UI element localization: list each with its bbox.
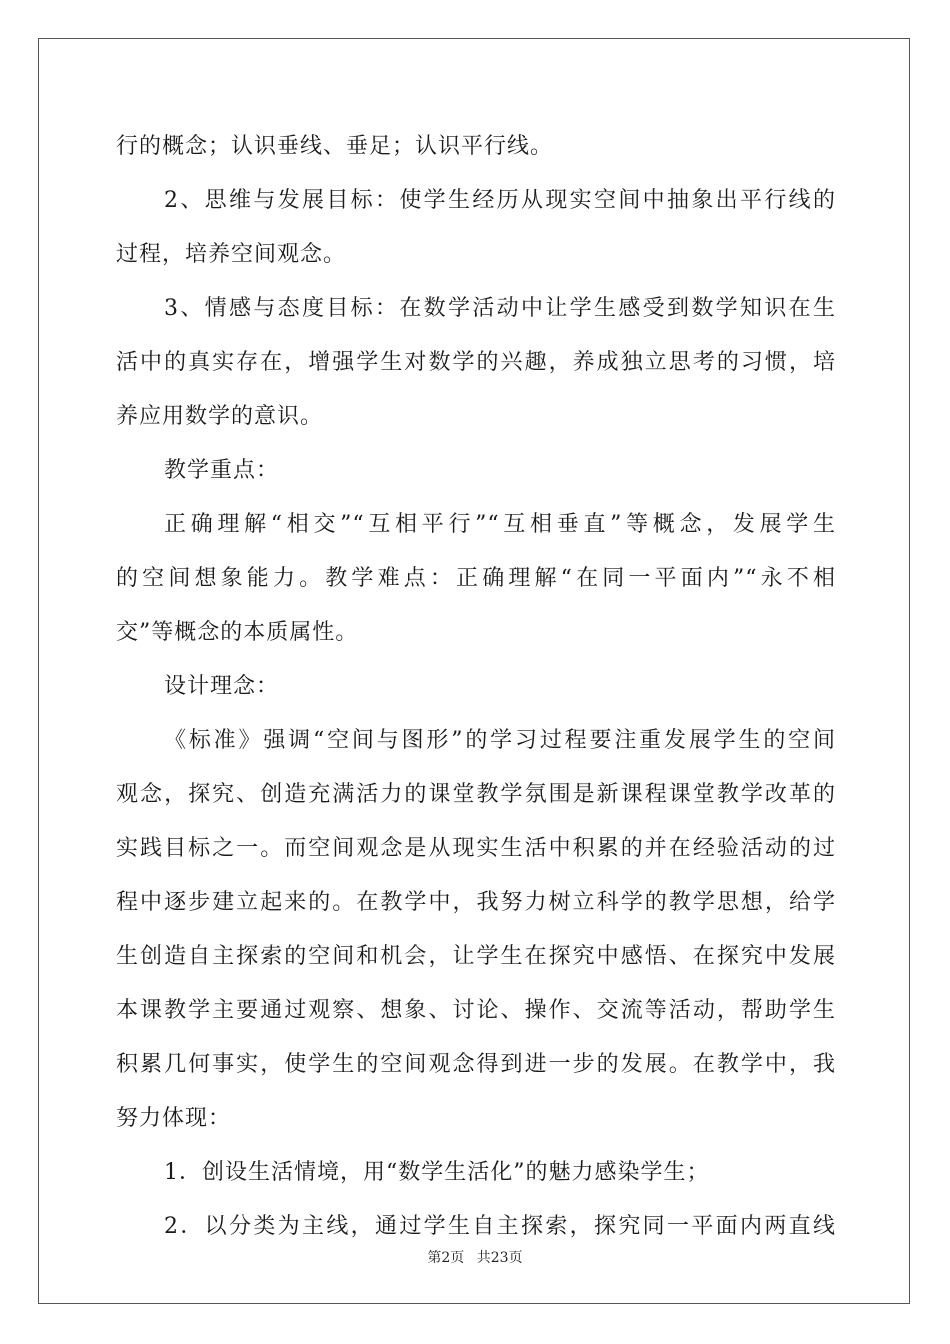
page-number: 第2页	[427, 1250, 465, 1266]
text-line: 努力体现：	[116, 1106, 232, 1131]
text-line: 本课教学主要通过观察、想象、讨论、操作、交流等活动，帮助学生	[116, 998, 836, 1023]
text-line: 《标准》强调“空间与图形”的学习过程要注重发展学生的空间	[164, 728, 836, 753]
text-line: 行的概念；认识垂线、垂足；认识平行线。	[116, 134, 554, 159]
text-line: 过程，培养空间观念。	[116, 242, 347, 267]
text-line: 1．创设生活情境，用“数学生活化”的魅力感染学生；	[164, 1160, 710, 1185]
document-body	[116, 120, 836, 1254]
text-line: 实践目标之一。而空间观念是从现实生活中积累的并在经验活动的过	[116, 836, 836, 861]
text-line: 观念，探究、创造充满活力的课堂教学氛围是新课程课堂教学改革的	[116, 782, 836, 807]
text-line: 活中的真实存在，增强学生对数学的兴趣，养成独立思考的习惯，培	[116, 350, 836, 375]
text-line: 2、思维与发展目标：使学生经历从现实空间中抽象出平行线的	[164, 188, 836, 213]
text-line: 的空间想象能力。教学难点：正确理解“在同一平面内”“永不相	[116, 566, 836, 591]
text-line: 养应用数学的意识。	[116, 404, 324, 429]
text-line: 3、情感与态度目标：在数学活动中让学生感受到数学知识在生	[164, 296, 836, 321]
text-line: 2．以分类为主线，通过学生自主探索，探究同一平面内两直线	[164, 1214, 836, 1239]
text-line: 教学重点：	[164, 458, 280, 483]
text-line: 积累几何事实，使学生的空间观念得到进一步的发展。在教学中，我	[116, 1052, 836, 1077]
page-total: 共23页	[476, 1250, 523, 1266]
text-line: 正确理解“相交”“互相平行”“互相垂直”等概念，发展学生	[164, 512, 836, 537]
text-line: 交”等概念的本质属性。	[116, 620, 359, 645]
text-line: 设计理念：	[164, 674, 280, 699]
page-footer	[0, 1247, 950, 1267]
text-line: 程中逐步建立起来的。在教学中，我努力树立科学的教学思想，给学	[116, 890, 836, 915]
text-line: 生创造自主探索的空间和机会，让学生在探究中感悟、在探究中发展	[116, 944, 836, 969]
